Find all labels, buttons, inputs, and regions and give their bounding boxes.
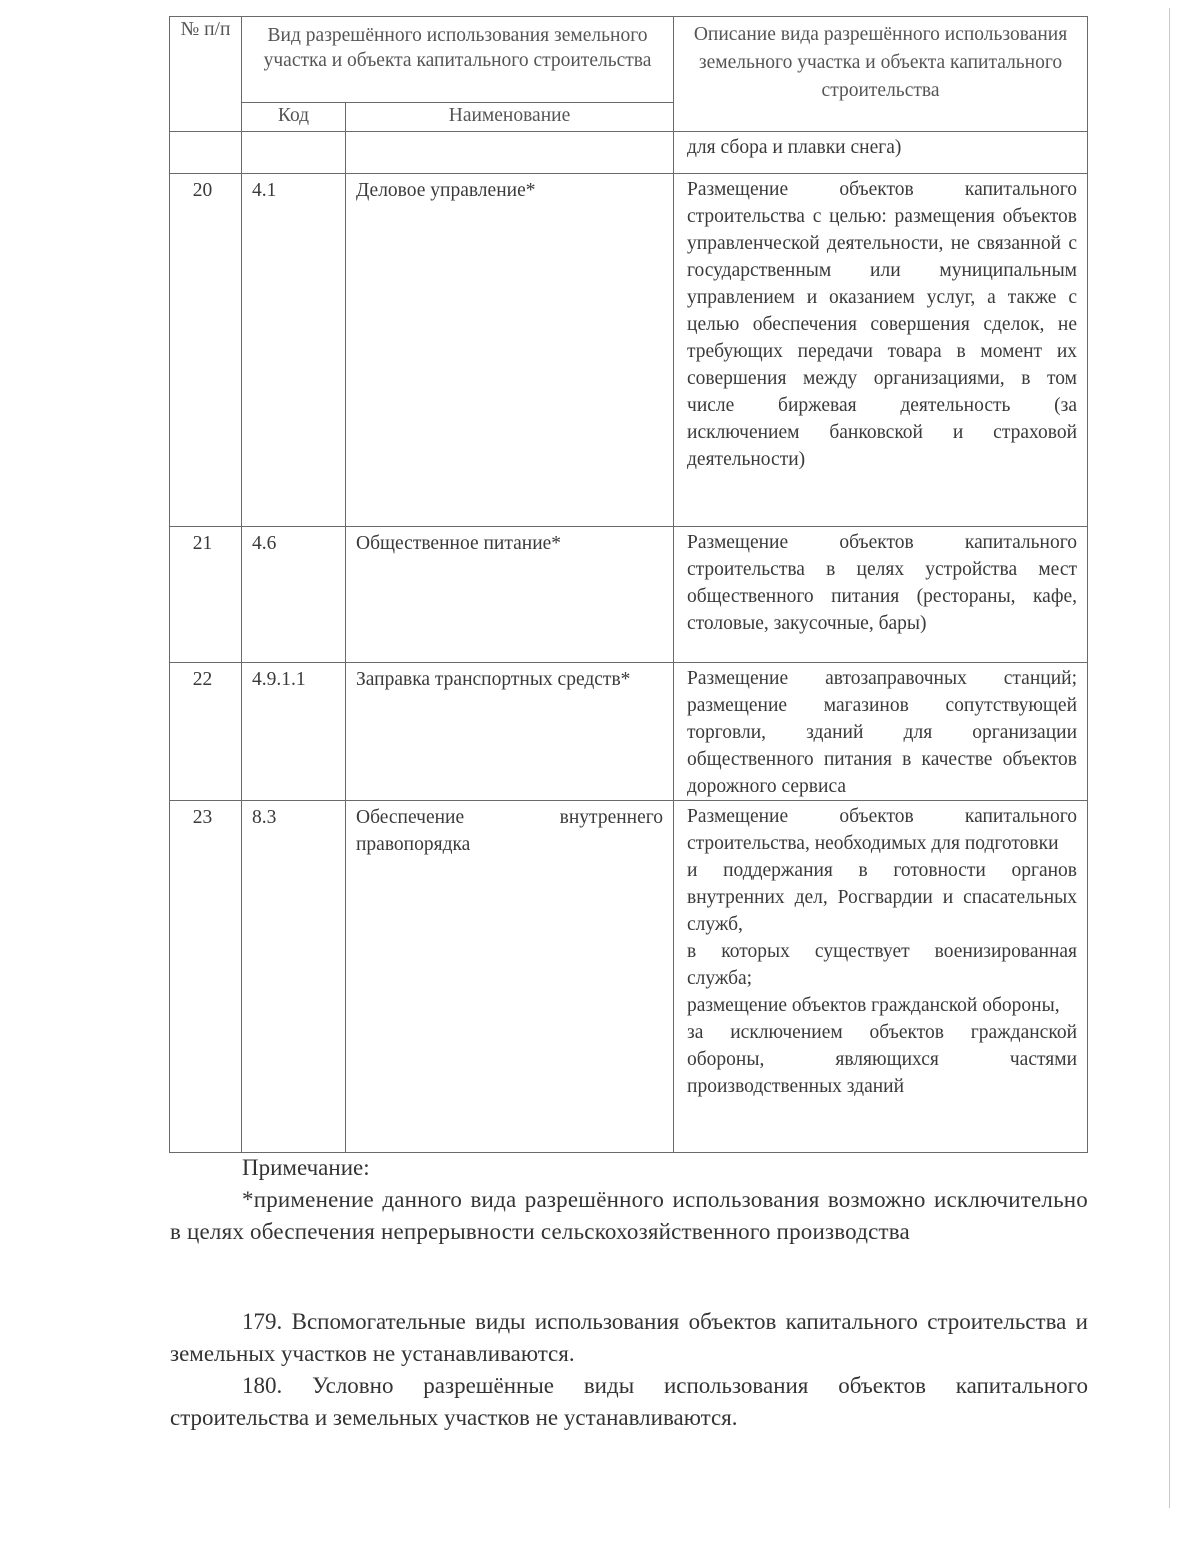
header-name: Наименование bbox=[346, 103, 674, 132]
cell-description bbox=[674, 801, 1088, 1153]
table-row bbox=[170, 527, 1088, 663]
cell-code: 4.9.1.1 bbox=[242, 663, 346, 801]
header-code: Код bbox=[242, 103, 346, 132]
cell-code bbox=[242, 132, 346, 174]
clause-179: 179. Вспомогательные виды использования объектов капитального строительства и земельных участков не устанавливаются. bbox=[170, 1309, 1088, 1366]
cell-code: 4.6 bbox=[242, 527, 346, 663]
description-part: размещение объектов гражданской обороны, bbox=[687, 995, 1060, 1016]
description-part: в которых существует военизированная служба; bbox=[687, 941, 1078, 989]
page-edge-line bbox=[1169, 8, 1170, 1508]
clause-180: 180. Условно разрешённые виды использования объектов капитального строительства и земельных участков не устанавливаются. bbox=[170, 1373, 1088, 1430]
cell-description: Размещение объектов капитального строительства в целях устройства мест общественного питания (рестораны, кафе, столовые, закусочные, бары) bbox=[674, 527, 1088, 663]
cell-name: Общественное питание* bbox=[346, 527, 674, 663]
cell-name bbox=[346, 132, 674, 174]
cell-name: Заправка транспортных средств* bbox=[346, 663, 674, 801]
cell-description: Размещение автозаправочных станций; размещение магазинов сопутствующей торговли, зданий для организации общественного питания в качестве объектов дорожного сервиса bbox=[674, 663, 1088, 801]
table-row bbox=[170, 663, 1088, 801]
note-text: *применение данного вида разрешённого использования возможно исключительно в целях обеспечения непрерывности сельскохозяйственного производства bbox=[170, 1187, 1088, 1244]
land-use-table bbox=[169, 16, 1088, 1153]
description-part: и поддержания в готовности органов внутренних дел, Росгвардии и спасательных служб, bbox=[687, 860, 1078, 935]
header-use-type: Вид разрешённого использования земельного участка и объекта капитального строительства bbox=[242, 17, 674, 103]
cell-num: 23 bbox=[170, 801, 242, 1153]
note-title: Примечание: bbox=[242, 1155, 370, 1180]
cell-num: 21 bbox=[170, 527, 242, 663]
cell-name: Обеспечение внутреннего правопорядка bbox=[346, 801, 674, 1153]
table-header bbox=[170, 17, 1088, 132]
header-description: Описание вида разрешённого использования земельного участка и объекта капитального строительства bbox=[674, 17, 1088, 132]
description-part: за исключением объектов гражданской обороны, являющихся частями производственных зданий bbox=[687, 1022, 1078, 1097]
cell-code: 8.3 bbox=[242, 801, 346, 1153]
cell-name: Деловое управление* bbox=[346, 174, 674, 527]
cell-num: 22 bbox=[170, 663, 242, 801]
cell-code: 4.1 bbox=[242, 174, 346, 527]
table-row-continuation bbox=[170, 132, 1088, 174]
cell-description: для сбора и плавки снега) bbox=[674, 132, 1088, 174]
header-num: № п/п bbox=[170, 17, 242, 132]
description-part: Размещение объектов капитального строительства, необходимых для подготовки bbox=[687, 806, 1078, 854]
cell-num: 20 bbox=[170, 174, 242, 527]
table-row bbox=[170, 174, 1088, 527]
cell-num bbox=[170, 132, 242, 174]
table-row bbox=[170, 801, 1088, 1153]
cell-description: Размещение объектов капитального строительства с целью: размещения объектов управленческой деятельности, не связанной с государственным или муниципальным управлением и оказанием услуг, а также с целью обеспечения совершения сделок, не требующих передачи товара в момент их совершения между организациями, в том числе биржевая деятельность (за исключением банковской и страховой деятельности) bbox=[674, 174, 1088, 527]
